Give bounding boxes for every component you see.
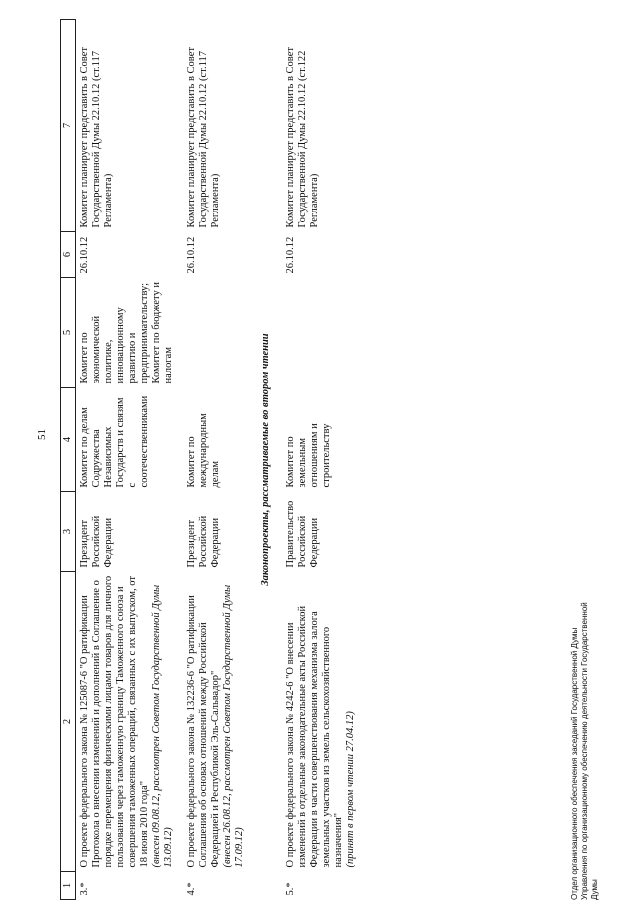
bill-title: О проекте федерального закона № 132236-6 "О ратификации Соглашения об основах отношений между Российской Федерацией и Республикой Эль-Сальвадор": [186, 595, 221, 868]
co-committee: Комитет по экономической политике, инновационному развитию и предпринимательству; Комитет по бюджету и налогам: [79, 282, 174, 384]
plan-note: Комитет планирует представить в Совет Государственной Думы 22.10.12 (ст.117 Регламента): [186, 47, 221, 228]
col-header: 2: [61, 572, 76, 872]
row-number: 4.*: [186, 882, 197, 896]
co-committee: [183, 278, 254, 388]
col-header: 7: [61, 20, 76, 232]
plan-note: Комитет планирует представить в Совет Государственной Думы 22.10.12 (ст.122 Регламента): [285, 47, 320, 228]
bill-note: (внесен 09.08.12, рассмотрен Советом Государственной Думы 13.09.12): [151, 584, 174, 868]
bill-title: О проекте федерального закона № 125087-6 "О ратификации Протокола о внесении изменений и дополнений в Соглашение о порядке перемещения физическими лицами товаров для личного пользования через таможенную границу Таможенного союза и совершения таможенных операций, связанных с их выпуском, от 18 июня 2010 года": [79, 575, 150, 868]
bill-author: Президент Российской Федерации: [79, 515, 114, 568]
bill-note: (внесен 26.08.12, рассмотрен Советом Государственной Думы 17.09.12): [222, 584, 245, 868]
section-title: Законопроекты, рассматриваемые во втором чтении: [260, 333, 271, 586]
bill-note: (принят в первом чтении 27.04.12): [345, 711, 356, 868]
bill-author: Президент Российской Федерации: [186, 515, 221, 568]
table-row: [282, 20, 365, 900]
bill-cell: [183, 572, 254, 872]
bill-title: О проекте федерального закона № 4242-6 "О внесении изменений в отдельные законодательные акты Российской Федерации в части совершенствования механизма залога земельных участков из земель сельскохозяйственного назначения": [285, 605, 344, 868]
review-date: 26.10.12: [285, 236, 296, 274]
co-committee: [282, 278, 365, 388]
col-header: 1: [61, 872, 76, 900]
col-header: 5: [61, 278, 76, 388]
col-header: 6: [61, 232, 76, 278]
col-header: 4: [61, 388, 76, 492]
bill-cell: [282, 572, 365, 872]
bill-author: Правительство Российской Федерации: [285, 500, 320, 568]
table-row: [183, 20, 254, 900]
header-row: [61, 20, 76, 900]
table-row: [76, 20, 184, 900]
rotated-page: [60, 20, 620, 900]
footer-line: Управления по организационному обеспечению деятельности Государственной Думы: [580, 602, 599, 900]
col-header: 3: [61, 492, 76, 572]
row-number: 5.*: [285, 882, 296, 896]
plan-note: Комитет планирует представить в Совет Государственной Думы 22.10.12 (ст.117 Регламента): [79, 47, 114, 228]
row-number: 3.*: [79, 882, 90, 896]
lead-committee: Комитет по международным делам: [186, 413, 221, 488]
review-date: 26.10.12: [79, 236, 90, 274]
lead-committee: Комитет по делам Содружества Независимых Государств и связям с соотечественниками: [79, 395, 150, 488]
page-number: 51: [36, 429, 48, 440]
lead-committee: Комитет по земельным отношениям и строительству: [285, 423, 332, 488]
bills-table: [60, 19, 365, 900]
footer-line: Отдел организационного обеспечения заседаний Государственной Думы: [570, 627, 579, 900]
bill-cell: [76, 572, 184, 872]
footer: [570, 600, 600, 900]
section-row: [254, 20, 282, 900]
review-date: 26.10.12: [186, 236, 197, 274]
